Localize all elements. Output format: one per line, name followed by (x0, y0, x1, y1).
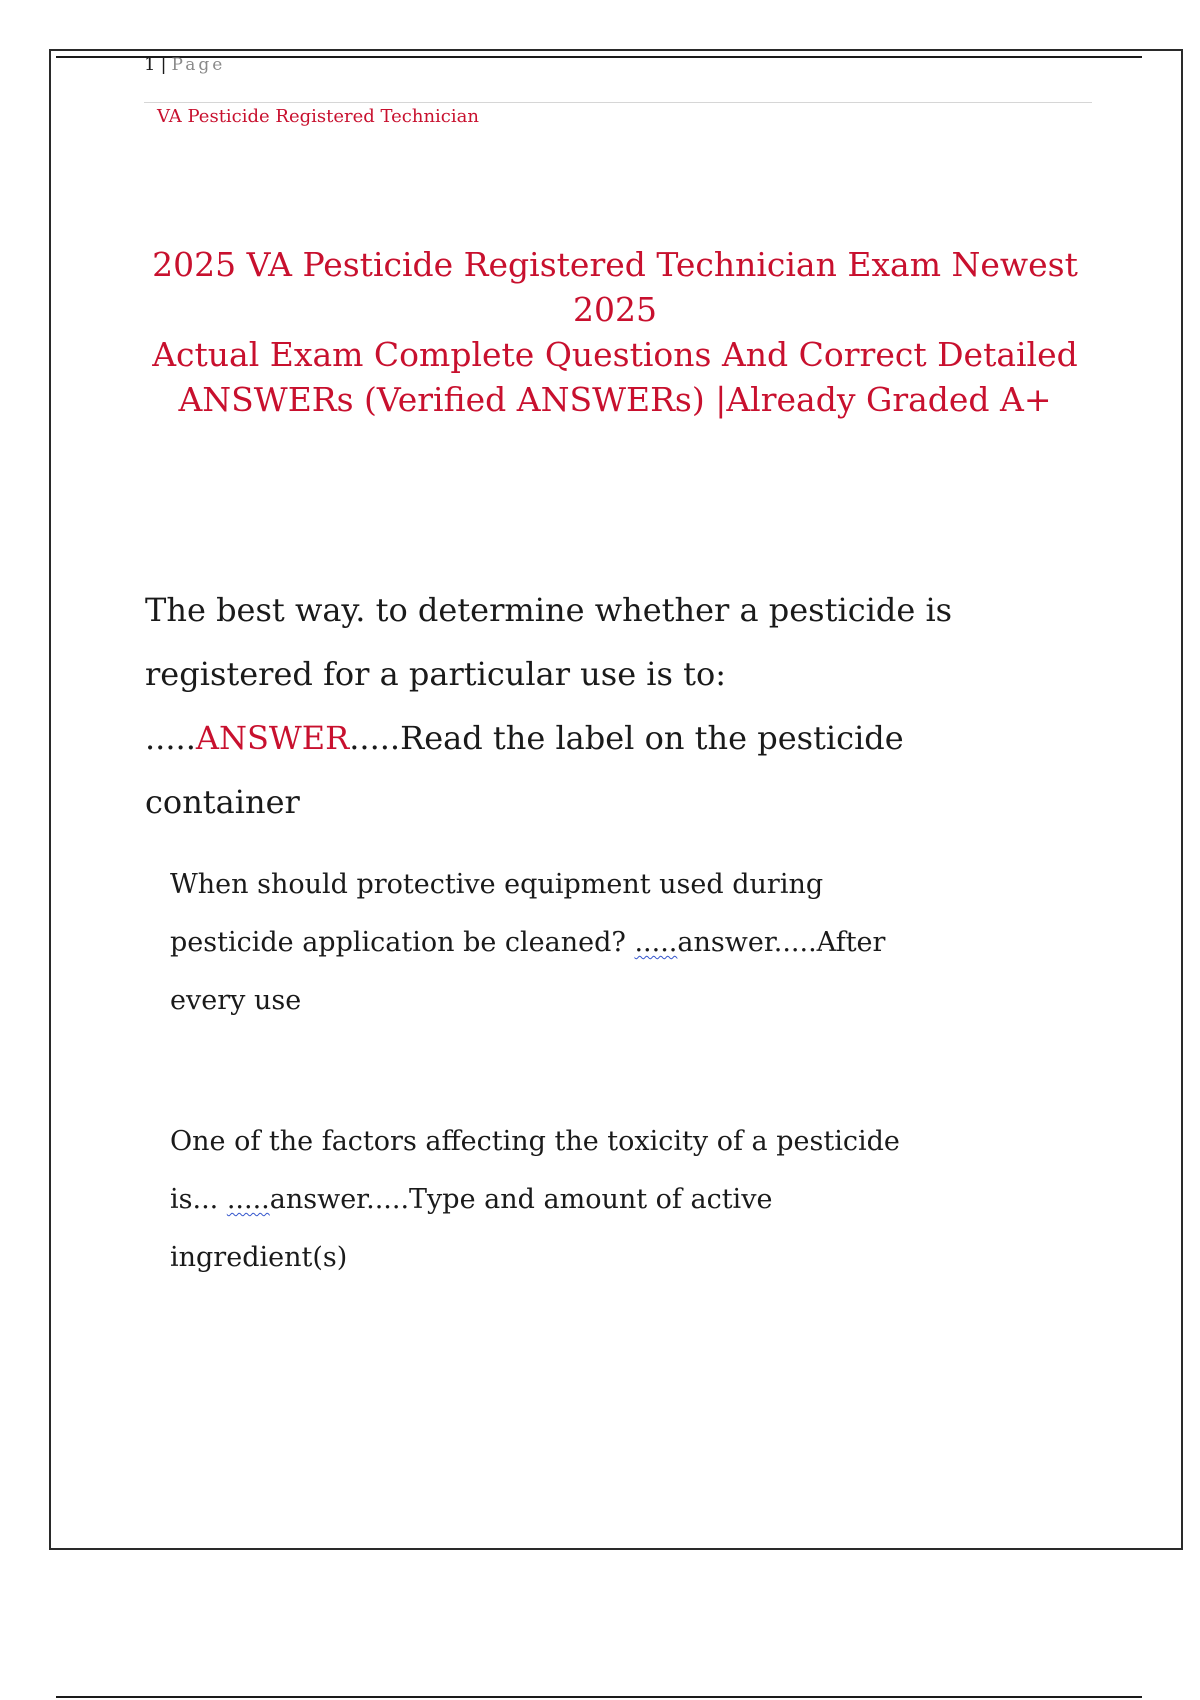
question-3-line-2 (170, 1171, 1090, 1229)
page-number-separator: | (160, 54, 170, 75)
question-3-line-1: One of the factors affecting the toxicity of a pesticide (170, 1126, 900, 1157)
answer-1-text: .....Read the label on the pesticide (349, 719, 904, 757)
title-line-4: ANSWERs (Verified ANSWERs) |Already Graded A+ (178, 380, 1052, 419)
answer-1-prefix: ..... (145, 719, 196, 757)
answer-2-tail: every use (170, 985, 302, 1016)
answer-3-tail: ingredient(s) (170, 1242, 348, 1273)
answer-3-dots: ..... (226, 1184, 270, 1215)
title-line-2: 2025 (573, 290, 657, 329)
qa-item-1 (145, 578, 1085, 834)
question-1-line-1: The best way. to determine whether a pesticide is (145, 591, 953, 629)
answer-1-line (145, 706, 1085, 770)
bottom-rule (56, 1696, 1142, 1698)
answer-1-tail: container (145, 783, 300, 821)
question-2-line-1: When should protective equipment used during (170, 869, 824, 900)
page-number-value: 1 (144, 54, 159, 75)
answer-2-text: answer.....After (677, 927, 886, 958)
qa-item-2 (170, 856, 1090, 1030)
answer-1-label: ANSWER (195, 719, 350, 757)
question-1-line-2: registered for a particular use is to: (145, 655, 727, 693)
page-word: Page (171, 55, 226, 75)
qa-item-3 (170, 1113, 1090, 1287)
header-rule (144, 102, 1092, 103)
answer-3-text: answer.....Type and amount of active (269, 1184, 773, 1215)
question-2-line-2 (170, 914, 1090, 972)
document-title (140, 242, 1090, 422)
title-line-1: 2025 VA Pesticide Registered Technician Exam Newest (152, 245, 1078, 284)
answer-2-dots: ..... (634, 927, 678, 958)
title-line-3: Actual Exam Complete Questions And Correct Detailed (152, 335, 1078, 374)
question-2-text: pesticide application be cleaned? (170, 927, 635, 958)
page-number (144, 54, 225, 75)
running-header: VA Pesticide Registered Technician (157, 106, 479, 127)
question-3-text: is... (170, 1184, 227, 1215)
